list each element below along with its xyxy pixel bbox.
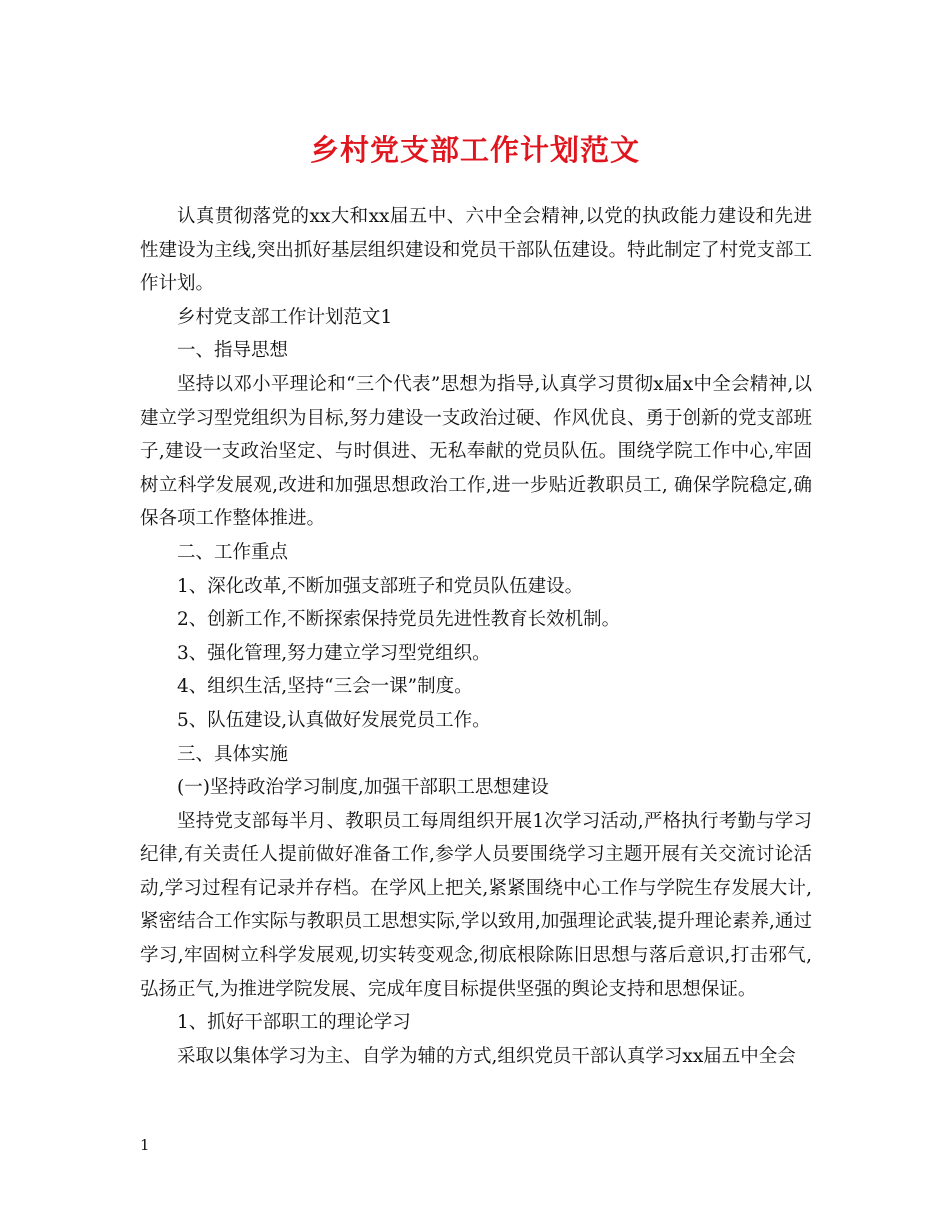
document-body <box>140 200 812 1073</box>
political-study-paragraph: 坚持党支部每半月、教职员工每周组织开展1次学习活动,严格执行考勤与学习纪律,有关责任人提前做好准备工作,参学人员要围绕学习主题开展有关交流讨论活动,学习过程有记录并存档。在学风上把关,紧紧围绕中心工作与学院生存发展大计,紧密结合工作实际与教职员工思想实际,学以致用,加强理论武装,提升理论素养,通过学习,牢固树立科学发展观,切实转变观念,彻底根除陈旧思想与落后意识,打击邪气,弘扬正气,为推进学院发展、完成年度目标提供坚强的舆论支持和思想保证。 <box>140 810 812 1000</box>
page-number: 1 <box>140 1136 150 1154</box>
section-heading-implementation: 三、具体实施 <box>177 743 289 765</box>
work-focus-item-3: 3、强化管理,努力建立学习型党组织。 <box>177 642 491 664</box>
subsection-heading-political-study: (一)坚持政治学习制度,加强干部职工思想建设 <box>177 777 549 799</box>
work-focus-item-5: 5、队伍建设,认真做好发展党员工作。 <box>177 709 491 731</box>
section-heading-sample-1: 乡村党支部工作计划范文1 <box>177 306 393 328</box>
work-focus-item-2: 2、创新工作,不断探索保持党员先进性教育长效机制。 <box>177 609 621 631</box>
theory-study-paragraph: 采取以集体学习为主、自学为辅的方式,组织党员干部认真学习xx届五中全会 <box>177 1045 796 1067</box>
subsection-heading-theory-study: 1、抓好干部职工的理论学习 <box>177 1012 411 1034</box>
guiding-ideology-paragraph: 坚持以邓小平理论和“三个代表”思想为指导,认真学习贯彻x届x中全会精神,以建立学习型党组织为目标,努力建设一支政治过硬、作风优良、勇于创新的党支部班子,建设一支政治坚定、与时俱进、无私奉献的党员队伍。围绕学院工作中心,牢固树立科学发展观,改进和加强思想政治工作,进一步贴近教职员工, 确保学院稳定,确保各项工作整体推进。 <box>140 373 812 530</box>
document-title: 乡村党支部工作计划范文 <box>309 133 640 167</box>
intro-paragraph: 认真贯彻落党的xx大和xx届五中、六中全会精神,以党的执政能力建设和先进性建设为主线,突出抓好基层组织建设和党员干部队伍建设。特此制定了村党支部工作计划。 <box>140 206 812 295</box>
work-focus-item-1: 1、深化改革,不断加强支部班子和党员队伍建设。 <box>177 575 584 597</box>
work-focus-item-4: 4、组织生活,坚持“三会一课”制度。 <box>177 676 473 698</box>
section-heading-work-focus: 二、工作重点 <box>177 541 289 563</box>
section-heading-guiding-ideology: 一、指导思想 <box>177 340 289 362</box>
